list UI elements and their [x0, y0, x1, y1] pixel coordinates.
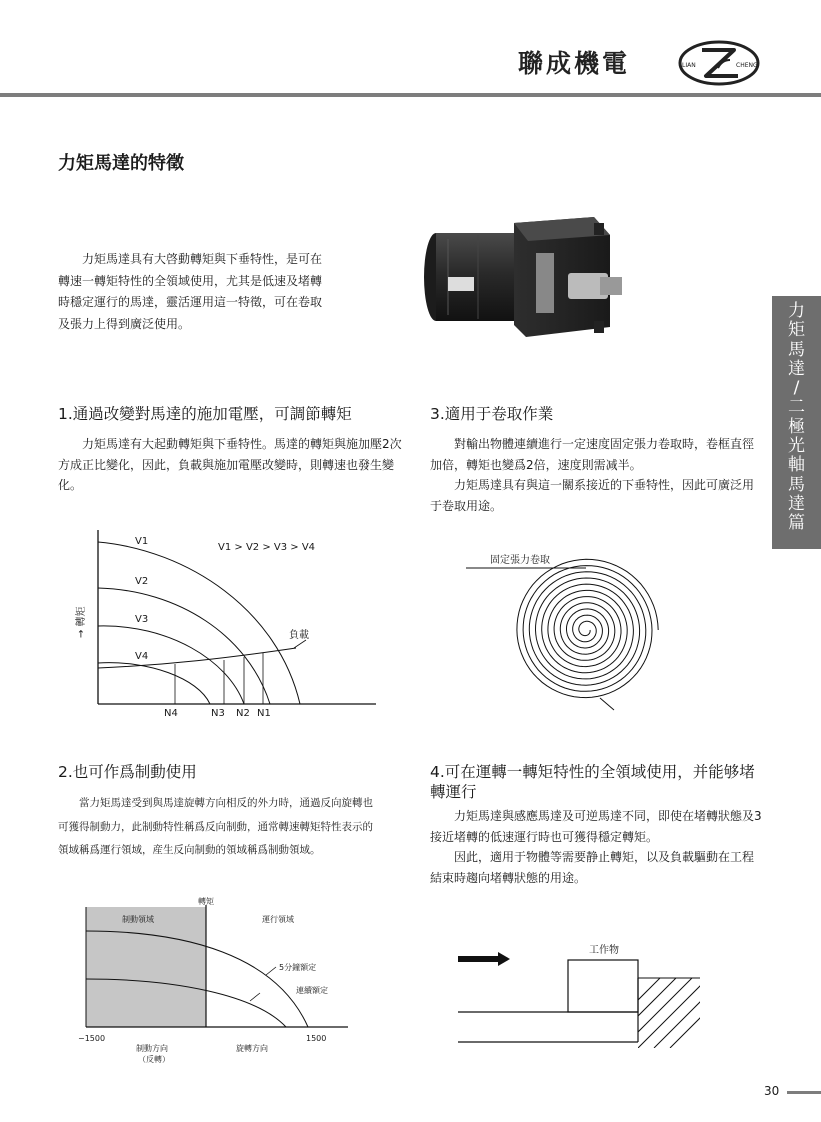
label-load: 負載	[289, 630, 309, 641]
side-tab-text: 力 矩 馬 達 / 二 極 光 軸 馬 達 篇	[788, 301, 805, 534]
tick-n3: N3	[211, 708, 225, 719]
section3-paragraph1: 對輸出物體連續進行一定速度固定張力卷取時，卷框直徑加倍，轉矩也變爲2倍，速度則需减半。	[430, 437, 755, 472]
curve-v3	[98, 626, 244, 704]
section2-paragraph: 當力矩馬達受到與馬達旋轉方向相反的外力時，通過反向旋轉也可獲得制動力，此制動特性稱爲反向制動，通常轉速轉矩特性表示的領域稱爲運行領域，産生反向制動的領域稱爲制動領域。	[58, 797, 373, 856]
chart2-ylabel: 轉矩	[198, 897, 214, 906]
section3-title: 3.適用于卷取作業	[430, 405, 554, 423]
section2-title: 2.也可作爲制動使用	[58, 763, 197, 781]
page-number: 30	[764, 1084, 780, 1098]
spiral-label: 固定張力卷取	[490, 555, 550, 566]
label-v2: V2	[135, 576, 149, 587]
logo-text-left: LIAN	[682, 62, 696, 69]
workpiece-figure	[452, 938, 702, 1050]
section4-title: 4.可在運轉一轉矩特性的全領域使用，并能够堵轉運行	[430, 763, 755, 801]
label-v4: V4	[135, 651, 149, 662]
chart-voltage-torque	[58, 520, 378, 720]
xlabel-brake-direction: 制動方向	[136, 1044, 168, 1053]
xlabel-reverse: （反轉）	[138, 1055, 170, 1064]
label-5min: 5分鐘額定	[279, 963, 317, 972]
tick-n4: N4	[164, 708, 178, 719]
label-v3: V3	[135, 614, 149, 625]
workpiece-label: 工作物	[589, 945, 619, 956]
chart-braking	[76, 895, 356, 1067]
tick-n2: N2	[236, 708, 250, 719]
tick-n1: N1	[257, 708, 271, 719]
chart1-ylabel: → 轉矩	[76, 606, 87, 638]
motor-photo	[418, 215, 630, 345]
chart1-annotation: V1 > V2 > V3 > V4	[218, 542, 316, 553]
curve-v1	[98, 542, 300, 704]
section3-paragraph2: 力矩馬達具有與這一關系接近的下垂特性，因此可廣泛用于卷取用途。	[430, 478, 755, 513]
region-run-label: 運行領域	[262, 915, 294, 924]
tick-right: 1500	[306, 1034, 327, 1043]
header-rule	[0, 93, 821, 97]
page-number-rule	[787, 1091, 821, 1094]
side-tab	[772, 296, 821, 549]
page-title: 力矩馬達的特徵	[58, 153, 184, 174]
label-continuous: 連續額定	[296, 986, 328, 995]
logo-text-right: CHENG	[736, 62, 758, 69]
spiral-coil	[517, 559, 658, 697]
company-logo	[676, 38, 762, 88]
xlabel-rotate-direction: 旋轉方向	[236, 1044, 268, 1053]
label-v1: V1	[135, 536, 149, 547]
push-arrow-shaft	[458, 956, 500, 962]
brand-name: 聯成機電	[518, 49, 631, 78]
section4-paragraph1: 力矩馬達與感應馬達及可逆馬達不同，即使在堵轉狀態及3接近堵轉的低速運行時也可獲得穩定轉矩。	[430, 809, 762, 844]
section1-title: 1.通過改變對馬達的施加電壓，可調節轉矩	[58, 405, 352, 423]
curve-v4	[98, 663, 210, 704]
intro-paragraph: 力矩馬達具有大啓動轉矩與下垂特性，是可在轉速一轉矩特性的全領域使用，尤其是低速及堵轉時穩定運行的馬達，靈活運用這一特徵，可在卷取及張力上得到廣泛使用。	[58, 252, 323, 331]
section1-paragraph: 力矩馬達有大起動轉矩與下垂特性。馬達的轉矩與施加壓2次方成正比變化，因此，負載與施加電壓改變時，則轉速也發生變化。	[58, 437, 402, 492]
brake-region	[86, 907, 206, 1027]
region-brake-label: 制動領域	[122, 915, 154, 924]
push-arrow-icon	[498, 952, 510, 966]
spiral-figure	[466, 550, 706, 715]
tick-left: −1500	[78, 1034, 106, 1043]
section4-paragraph2: 因此，適用于物體等需要静止轉矩，以及負載驅動在工程結束時趨向堵轉狀態的用途。	[430, 850, 755, 885]
workpiece-box	[568, 960, 638, 1012]
